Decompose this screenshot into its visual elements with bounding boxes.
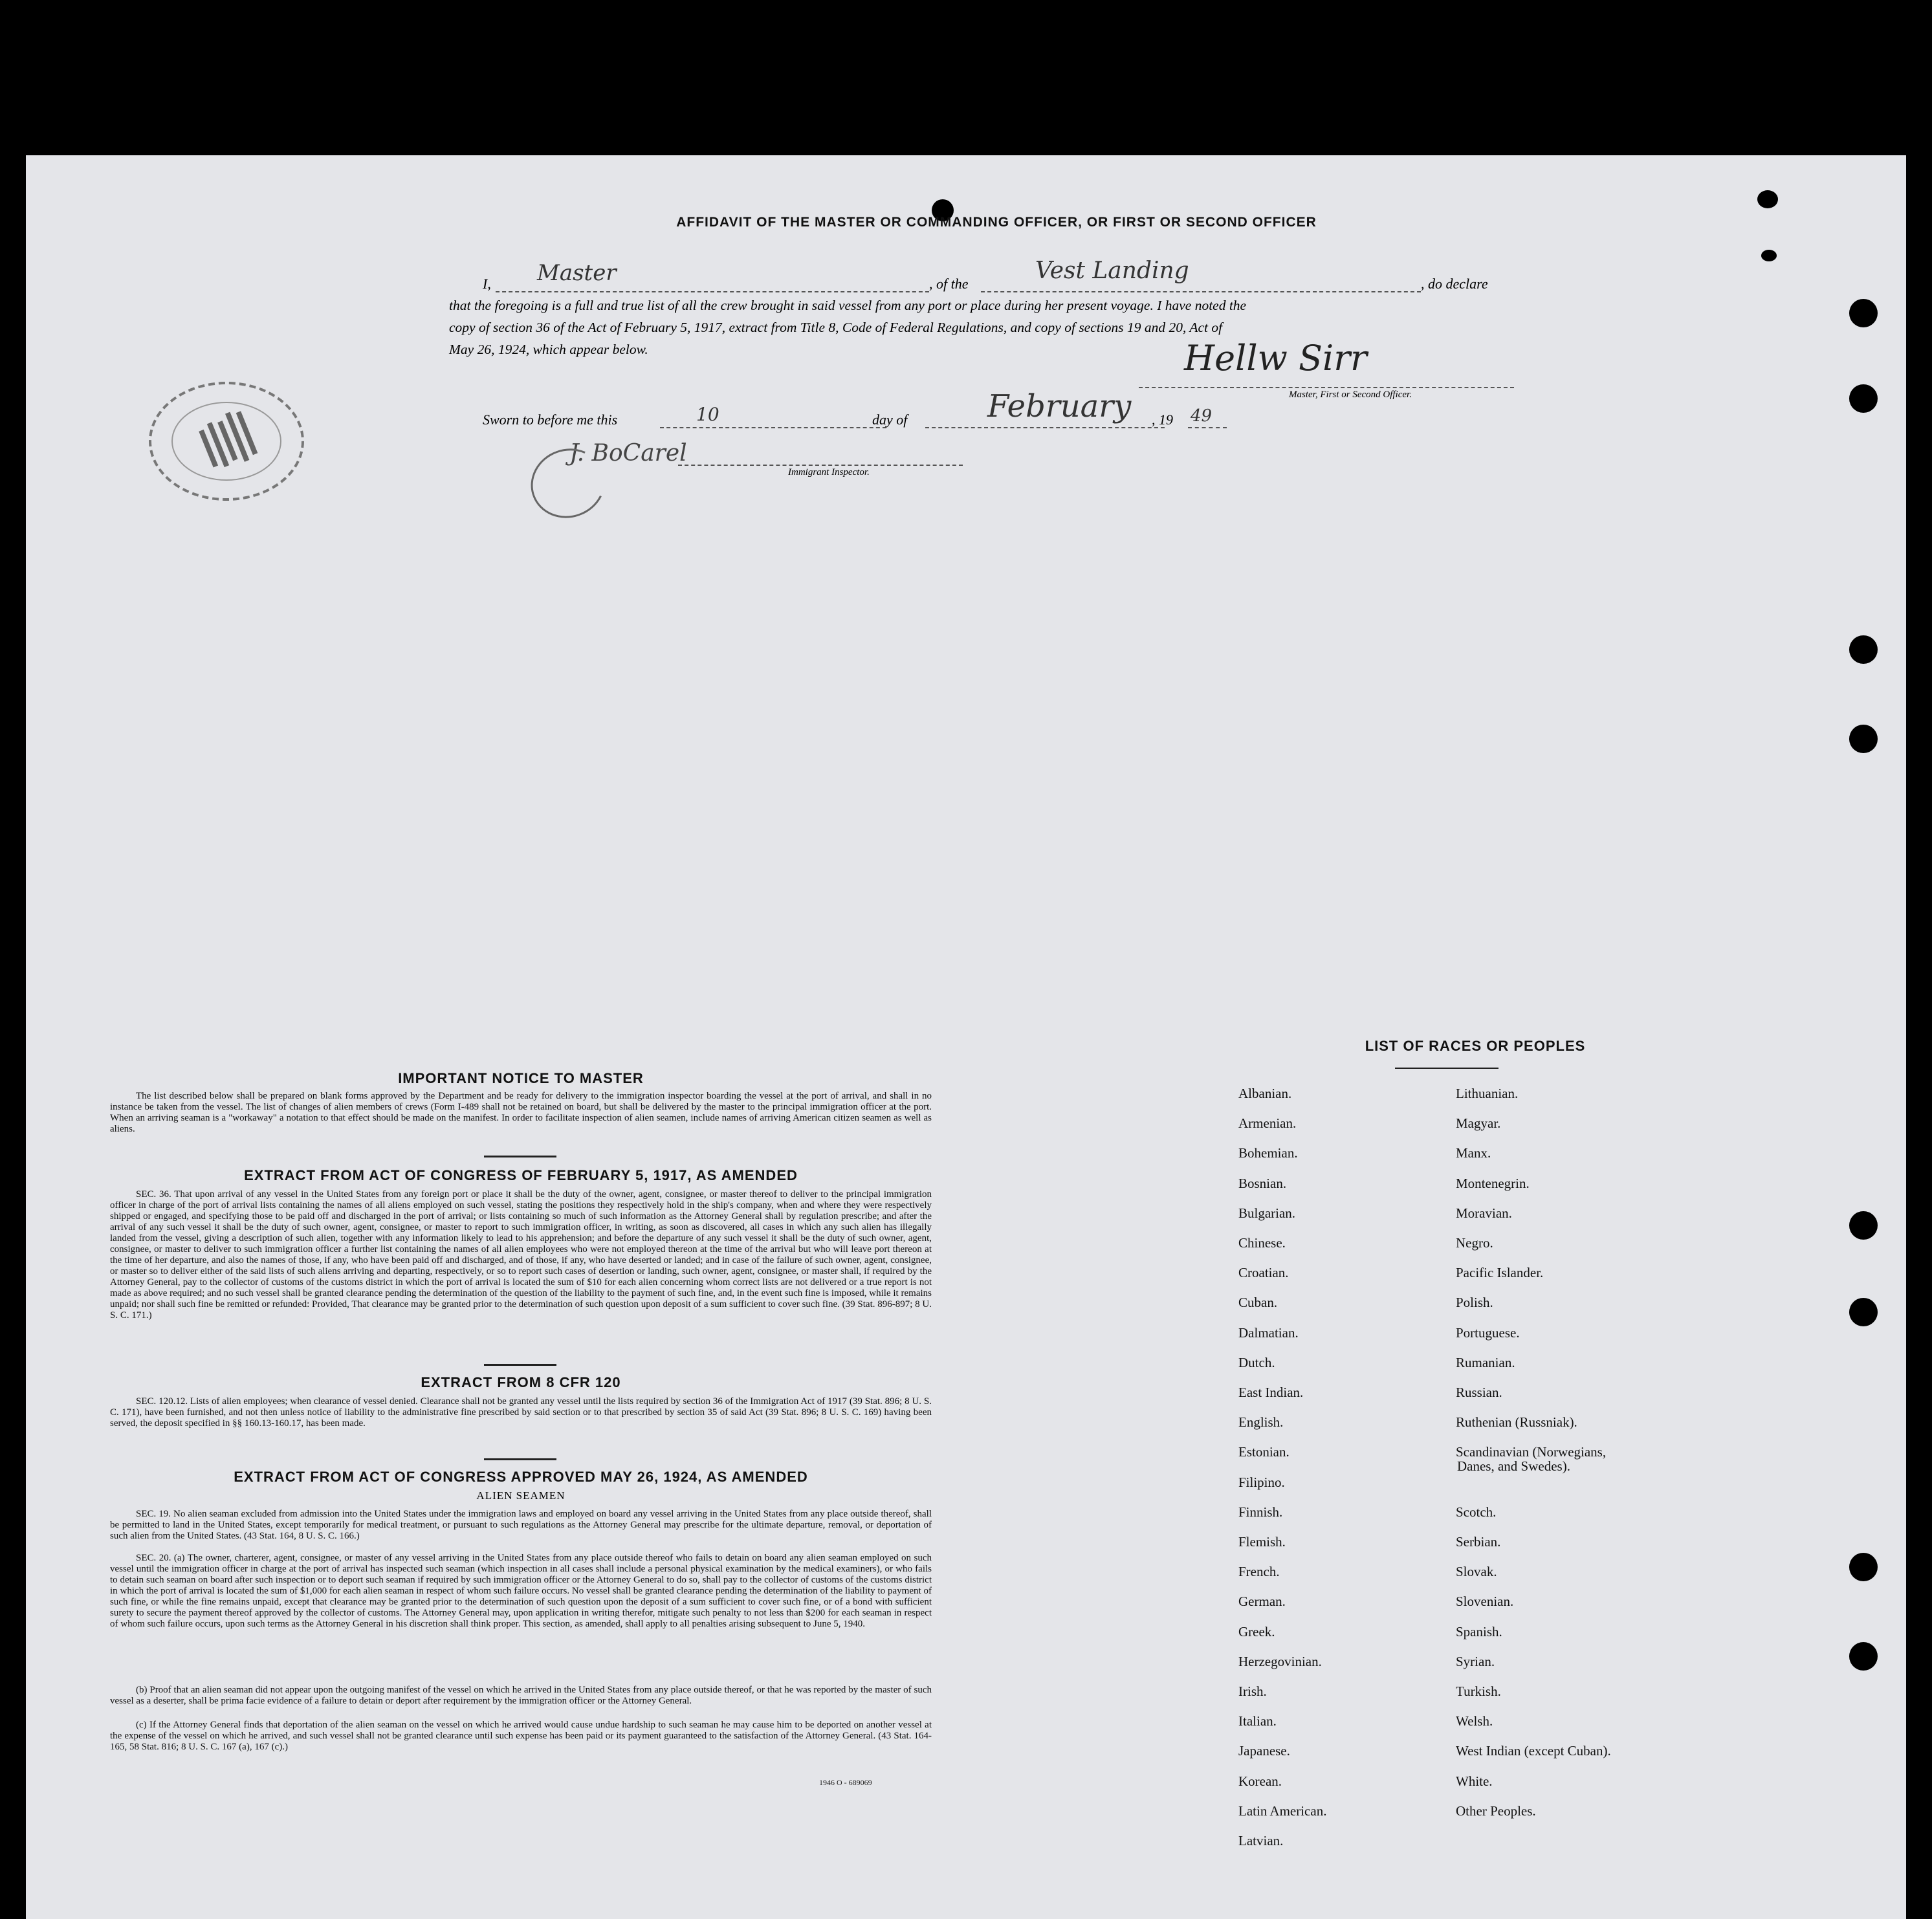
affidavit-i: I,: [483, 276, 491, 292]
extract-cfr-text: SEC. 120.12. Lists of alien employees; when clearance of vessel denied. Clearance shall not be granted any vessel until the lists required by section 36 of the Immigration Act of 1917 (39 Stat. 896; 8 U. S. C. 171), have been furnished, and not then unless notice of liability to the administrative fine prescribed by said section or to that prescribed by section 35 of said Act (39 Stat. 896; 8 U. S. C. 169) having been served, the deposit specified in §§ 160.13-160.17, has been made.: [110, 1396, 932, 1429]
race-item: Latin American.: [1238, 1803, 1327, 1819]
affidavit-title: AFFIDAVIT OF THE MASTER OR COMMANDING OFFICER, OR FIRST OR SECOND OFFICER: [676, 215, 1317, 230]
race-item: Spanish.: [1456, 1623, 1502, 1639]
race-item: Greek.: [1238, 1623, 1275, 1639]
extract-1917-text: SEC. 36. That upon arrival of any vessel in the United States from any foreign port or place it shall be the duty of the owner, agent, consignee, or master thereof to deliver to the principal immigration officer in charge of the port of arrival lists containing the names of all aliens employed on such vessel, stating the positions they respectively hold in the ship's company, when and where they were respectively shipped or engaged, and specifying those to be paid off and discharged in the port of arrival; or lists containing so much of such information as the Attorney General shall by regulation prescribe; and after the arrival of any such vessel it shall be the duty of such owner, agent, consignee, or master to report to such immigration officer, in writing, as soon as discovered, all cases in which any such alien has illegally landed from the vessel, giving a description of such alien, together with any information likely to lead to his apprehension; and before the departure of any such vessel it shall be the duty of such owner, agent, consignee, or master to deliver to such immigration officer a further list containing the names of all alien employees who were not employed thereon at the time of the arrival but who will leave port thereon at the time of her departure, and also the names of those, if any, who have been paid off and discharged, and of those, if any, who have deserted or landed; and in case of the failure of such owner, agent, consignee, or master so to deliver either of the said lists of such aliens arriving and departing, respectively, or so to report such cases of desertion or landing, such owner, agent, consignee, or master shall, if required by the Attorney General, pay to the collector of customs of the customs district in which the port of arrival is located the sum of $10 for each alien concerning whom correct lists are not delivered or a true report is not made as above required; and no such vessel shall be granted clearance pending the determination of the question of the liability to the payment of such fine, and, in the event such fine is imposed, while it remains unpaid; nor shall such fine be remitted or refunded: Provided, That clearance may be granted prior to the determination of such question upon deposit of a sum sufficient to cover such fine. (39 Stat. 896-897; 8 U. S. C. 171.): [110, 1189, 932, 1321]
race-item: Danes, and Swedes).: [1457, 1458, 1570, 1475]
document-sheet: [26, 155, 1906, 1919]
master-label: Master, First or Second Officer.: [1289, 389, 1412, 400]
race-item: Pacific Islander.: [1456, 1265, 1544, 1281]
affidavit-body-line3: copy of section 36 of the Act of February 5, 1917, extract from Title 8, Code of Federal Regulations, and copy of sections 19 and 20, Act of: [449, 320, 1223, 335]
race-item: Scandinavian (Norwegians,: [1456, 1444, 1607, 1460]
extract-1924-sec19: SEC. 19. No alien seaman excluded from admission into the United States under the immigration laws and employed on board any vessel arriving in the United States from any place outside thereof, shall be permitted to land in the United States, except temporarily for medical treatment, or pursuant to such regulations as the Attorney General may prescribe for the ultimate departure, removal, or deportation of such alien from the United States. (43 Stat. 164, 8 U. S. C. 166.): [110, 1509, 932, 1541]
inspector-signature: J. BoCarel: [569, 440, 687, 466]
race-item: Japanese.: [1238, 1743, 1290, 1759]
extract-1917-title: EXTRACT FROM ACT OF CONGRESS OF FEBRUARY 5, 1917, AS AMENDED: [244, 1167, 798, 1183]
race-item: Albanian.: [1238, 1086, 1292, 1101]
race-item: Moravian.: [1456, 1205, 1512, 1221]
race-item: Rumanian.: [1456, 1354, 1515, 1370]
punch-hole: [1849, 1553, 1878, 1581]
race-item: Estonian.: [1238, 1444, 1290, 1460]
race-item: Croatian.: [1238, 1265, 1289, 1281]
punch-hole: [1849, 1642, 1878, 1671]
race-item: Irish.: [1238, 1683, 1267, 1699]
year-field: 49: [1191, 406, 1213, 426]
year-prefix: , 19: [1152, 411, 1173, 428]
race-item: Welsh.: [1456, 1713, 1493, 1729]
inspector-label: Immigrant Inspector.: [788, 467, 870, 477]
race-item: French.: [1238, 1564, 1280, 1580]
race-item: Russian.: [1456, 1385, 1502, 1400]
notice-title: IMPORTANT NOTICE TO MASTER: [398, 1070, 644, 1086]
punch-hole: [1849, 635, 1878, 664]
extract-1924-sec20c: (c) If the Attorney General finds that deportation of the alien seaman on the vessel on which he arrived would cause undue hardship to such seaman he may cause him to be deported on another vessel at the expense of the vessel on which he arrived, and such vessel shall not be granted clearance until such expense has been paid or its payment guaranteed to the satisfaction of the Attorney General. (43 Stat. 164-165, 58 Stat. 816; 8 U. S. C. 167 (a), 167 (c).): [110, 1720, 932, 1752]
race-item: Cuban.: [1238, 1295, 1278, 1311]
divider: [484, 1364, 556, 1366]
race-item: Slovenian.: [1456, 1594, 1514, 1610]
race-item: Magyar.: [1456, 1115, 1501, 1132]
punch-hole: [1757, 190, 1778, 208]
extract-1924-sec20b: (b) Proof that an alien seaman did not appear upon the outgoing manifest of the vessel on which he arrived in the United States from any place outside thereof, or that he was reported by the master of such vessel as a deserter, shall be prima facie evidence of a failure to detain or deport after requirement by the immigration officer or the Attorney General.: [110, 1685, 932, 1706]
race-item: Latvian.: [1238, 1833, 1284, 1848]
race-item: Polish.: [1456, 1295, 1493, 1311]
notice-text: The list described below shall be prepared on blank forms approved by the Department and be ready for delivery to the immigration inspector boarding the vessel at the port of arrival, and shall in no instance be taken from the vessel. The list of changes of alien members of crews (Form I-489 shall not be retained on board, but shall be delivered by the master to the principal immigration officer at the port. When an arriving seaman is a "workaway" a notation to that effect should be made on the manifest. In order to facilitate inspection of alien seamen, include names of arriving American citizen seamen as well as aliens.: [110, 1091, 932, 1134]
race-item: English.: [1238, 1414, 1284, 1431]
race-item: Armenian.: [1238, 1115, 1297, 1132]
punch-hole: [1849, 299, 1878, 327]
sworn-label: Sworn to before me this: [483, 411, 618, 428]
race-item: Syrian.: [1456, 1653, 1495, 1669]
punch-hole: [1849, 384, 1878, 413]
master-name-field: Master: [537, 260, 617, 286]
race-item: Other Peoples.: [1456, 1803, 1536, 1819]
race-item: Scotch.: [1456, 1504, 1497, 1520]
race-item: Turkish.: [1456, 1683, 1501, 1699]
race-item: Korean.: [1238, 1773, 1282, 1789]
extract-1924-subtitle: ALIEN SEAMEN: [476, 1489, 565, 1502]
race-item: Montenegrin.: [1456, 1175, 1530, 1191]
affidavit-body-line2: that the foregoing is a full and true list of all the crew brought in said vessel from any port or place during her present voyage. I have noted the: [449, 298, 1247, 313]
race-item: Bulgarian.: [1238, 1205, 1296, 1221]
day-of-label: day of: [872, 411, 908, 428]
affidavit-declare: , do declare: [1421, 276, 1488, 292]
race-item: Filipino.: [1238, 1474, 1285, 1490]
race-item: Portuguese.: [1456, 1324, 1520, 1341]
race-item: Ruthenian (Russniak).: [1456, 1414, 1577, 1431]
divider: [484, 1458, 556, 1460]
race-item: West Indian (except Cuban).: [1456, 1743, 1611, 1759]
inspection-stamp: [142, 377, 311, 506]
race-item: Serbian.: [1456, 1534, 1501, 1550]
race-item: Dutch.: [1238, 1354, 1275, 1370]
affidavit-of-the: , of the: [929, 276, 969, 292]
race-item: Chinese.: [1238, 1235, 1286, 1251]
race-item: Manx.: [1456, 1145, 1491, 1161]
race-item: Flemish.: [1238, 1534, 1286, 1550]
race-item: Dalmatian.: [1238, 1324, 1299, 1341]
race-item: Bohemian.: [1238, 1145, 1298, 1161]
punch-hole: [1761, 250, 1777, 261]
master-signature: Hellw Sirr: [1184, 338, 1367, 378]
race-item: Negro.: [1456, 1235, 1493, 1251]
affidavit-body-line4: May 26, 1924, which appear below.: [449, 342, 648, 357]
vessel-name-field: Vest Landing: [1035, 258, 1189, 284]
punch-hole: [1849, 1298, 1878, 1326]
sworn-day-field: 10: [696, 404, 719, 425]
race-item: Finnish.: [1238, 1504, 1283, 1520]
divider: [484, 1156, 556, 1157]
extract-1924-title: EXTRACT FROM ACT OF CONGRESS APPROVED MAY 26, 1924, AS AMENDED: [234, 1469, 808, 1485]
race-item: German.: [1238, 1594, 1286, 1610]
divider: [1395, 1068, 1498, 1069]
races-title: LIST OF RACES OR PEOPLES: [1365, 1038, 1586, 1054]
race-item: White.: [1456, 1773, 1493, 1789]
print-code: 1946 O - 689069: [819, 1778, 872, 1787]
extract-cfr-title: EXTRACT FROM 8 CFR 120: [421, 1374, 621, 1390]
punch-hole: [1849, 725, 1878, 753]
race-item: Lithuanian.: [1456, 1086, 1519, 1101]
punch-hole: [1849, 1211, 1878, 1240]
race-item: Bosnian.: [1238, 1175, 1287, 1191]
race-item: East Indian.: [1238, 1385, 1304, 1400]
race-item: Italian.: [1238, 1713, 1277, 1729]
extract-1924-sec20a: SEC. 20. (a) The owner, charterer, agent, consignee, or master of any vessel arriving in the United States from any place outside thereof who fails to detain on board any alien seaman employed on such vessel until the immigration officer in charge at the port of arrival has inspected such seaman (which inspection in all cases shall include a personal physical examination by the medical examiners), or who fails to detain such seaman on board after such inspection or to deport such seaman if required by such immigration officer or the Attorney General to do so, shall pay to the collector of customs of the customs district in which the port of arrival is located the sum of $1,000 for each alien seaman in respect of whom such failure occurs. No vessel shall be granted clearance pending the determination of the liability to payment of such fine, or while the fine remains unpaid, except that clearance may be granted prior to the determination of such question upon the deposit of a sum sufficient to cover such fine, or of a bond with sufficient surety to secure the payment thereof approved by the collector of customs. The Attorney General may, upon application in writing therefor, mitigate such penalty to not less than $200 for each seaman in respect of whom such failure occurs, upon such terms as the Attorney General in his discretion shall think proper. This section, as amended, shall apply to all penalties arising subsequent to June 5, 1940.: [110, 1553, 932, 1629]
race-item: Slovak.: [1456, 1564, 1497, 1580]
sworn-month-field: February: [987, 388, 1132, 424]
race-item: Herzegovinian.: [1238, 1653, 1322, 1669]
